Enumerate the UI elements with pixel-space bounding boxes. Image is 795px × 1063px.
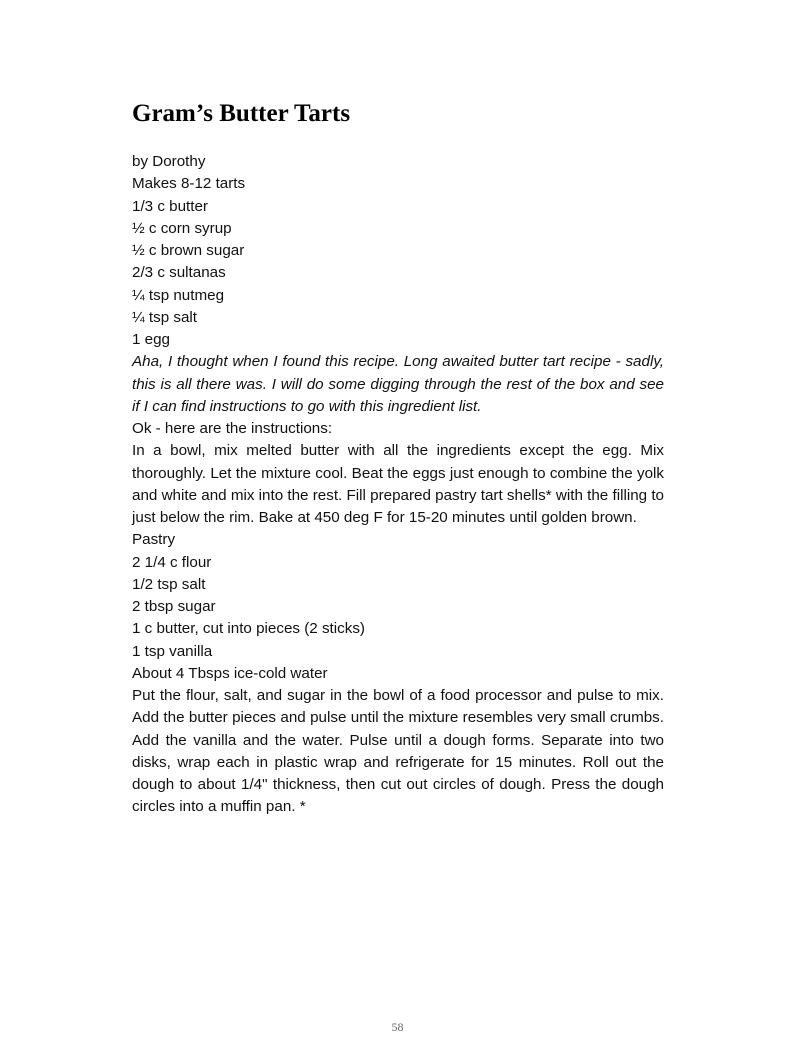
author-note: Aha, I thought when I found this recipe. Long awaited butter tart recipe - sadly, this is all there was. I will do some digging through the rest of the box and see if I can find instructions to go with this ingredient list. [132, 353, 664, 415]
pastry-heading: Pastry [132, 531, 176, 549]
ingredient-line: ½ c corn syrup [132, 219, 232, 237]
ingredient-line: ¼ tsp salt [132, 308, 197, 326]
recipe-yield: Makes 8-12 tarts [132, 175, 246, 193]
recipe-title: Gram’s Butter Tarts [132, 100, 351, 127]
ingredient-line: 1/3 c butter [132, 197, 208, 215]
ingredient-line: 1 tsp vanilla [132, 642, 213, 660]
ingredient-line: ½ c brown sugar [132, 242, 245, 259]
recipe-author: by Dorothy [132, 153, 206, 170]
ingredient-line: 1 egg [132, 331, 171, 348]
ingredient-line: 2 1/4 c flour [132, 553, 212, 571]
recipe-body [132, 151, 664, 819]
tart-instructions: In a bowl, mix melted butter with all the ingredients except the egg. Mix thoroughly. Let the mixture cool. Beat the eggs just enough to combine the yolk and white and mix into the rest. Fill prepared pastry tart shells* with the filling to just below the rim. Bake at 450 deg F for 15-20 minutes until golden brown. [132, 442, 664, 526]
instructions-heading: Ok - here are the instructions: [132, 420, 333, 437]
ingredient-line: 2/3 c sultanas [132, 264, 226, 282]
ingredient-line: 1 c butter, cut into pieces (2 sticks) [132, 620, 365, 638]
ingredient-line: About 4 Tbsps ice-cold water [132, 664, 328, 682]
ingredient-line: ¼ tsp nutmeg [132, 286, 225, 304]
pastry-instructions: Put the flour, salt, and sugar in the bowl of a food processor and pulse to mix. Add the butter pieces and pulse until the mixture resembles very small crumbs. Add the vanilla and the water. Pulse until a dough forms. Separate into two disks, wrap each in plastic wrap and refrigerate for 15 minutes. Roll out the dough to about 1/4" thickness, then cut out circles of dough. Press the dough circles into a muffin pan. * [132, 687, 664, 816]
ingredient-line: 2 tbsp sugar [132, 598, 216, 615]
tart-ingredient-list [132, 196, 664, 352]
pastry-ingredient-list [132, 552, 664, 686]
page-number: 58 [391, 1020, 404, 1034]
ingredient-line: 1/2 tsp salt [132, 575, 206, 593]
